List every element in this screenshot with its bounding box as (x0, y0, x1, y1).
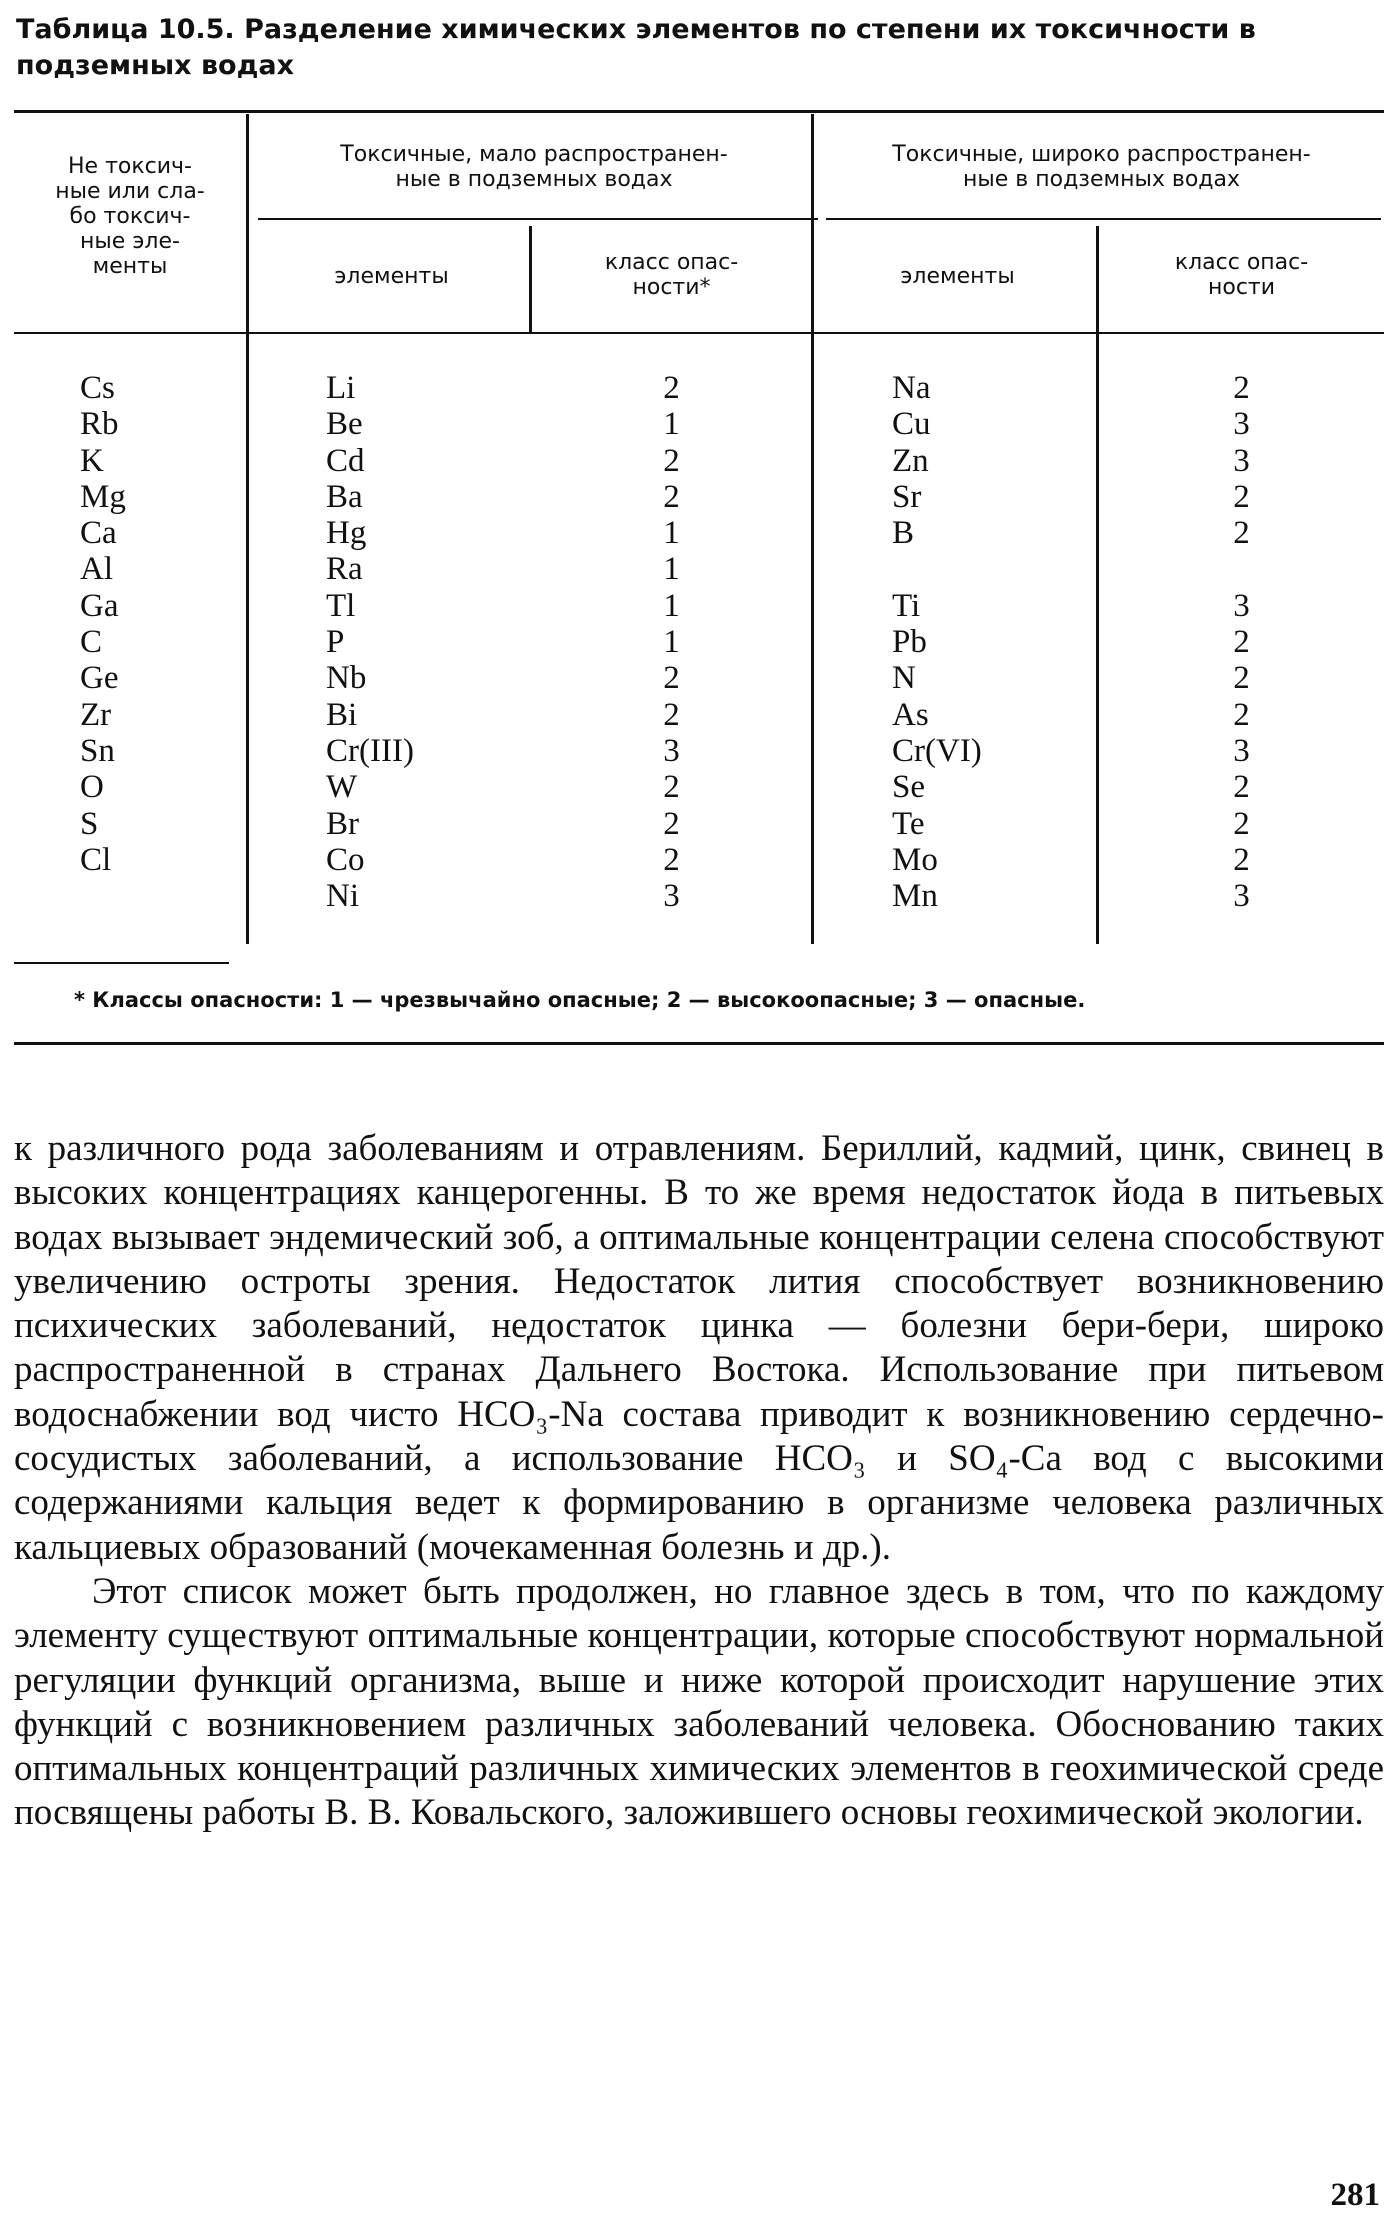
table-cell: 3 (1233, 732, 1250, 769)
table-cell: O (80, 769, 104, 806)
wide-group-underline (826, 218, 1381, 220)
table-cell: Te (892, 805, 925, 842)
table-cell: Tl (326, 587, 356, 624)
table-cell: 2 (1233, 769, 1250, 806)
table-cell: 3 (663, 732, 680, 769)
table-cell: 2 (1233, 805, 1250, 842)
table-cell: Ge (80, 660, 119, 697)
table-cell: 3 (1233, 406, 1250, 443)
table-cell: Zr (80, 696, 112, 733)
table-cell: Sr (892, 478, 922, 515)
table-cell: 2 (663, 370, 680, 406)
table-cell: 3 (663, 878, 680, 915)
table-cell: N (892, 660, 916, 697)
table-cell: 1 (663, 515, 680, 552)
table-cell: W (326, 769, 358, 806)
table-cell (892, 551, 1092, 587)
paragraph: к различного рода заболеваниям и отравлениям. Бериллий, кадмий, цинк, свинец в высоких концентрациях канцерогенны. В то же время недостаток йода в питьевых водах вызывает эндемический зоб, а оптимальные концентрации селена способствуют увеличению остроты зрения. Недостаток лития способствует возникновению психических заболеваний, недостаток цинка — болезни бери-бери, широко распространенной в странах Дальнего Востока. Использование при питьевом водоснабжении вод чисто HCO₃-Na состава приводит к возникновению сердечно-сосудистых заболеваний, а использование HCO₃ и SO₄-Ca вод с высокими содержаниями кальция ведет к формированию в организме человека различных кальциевых образований (мочекаменная болезнь и др.). (14, 1128, 1384, 1568)
table-cell: Ga (80, 587, 119, 624)
header-rare-group: Токсичные, мало распространен- ные в подземных водах (340, 142, 728, 192)
rare-elements-column (326, 370, 526, 914)
table-cell: Mn (892, 878, 938, 915)
table-cell: 2 (1233, 370, 1250, 406)
column-divider-1 (246, 114, 249, 944)
table-cell: Sn (80, 732, 115, 769)
nontoxic-elements-column (80, 370, 220, 878)
header-wide-class: класс опас- ности (1174, 250, 1309, 300)
footnote-rule (14, 962, 229, 964)
table-cell: 2 (663, 660, 680, 697)
table-cell: 2 (1233, 478, 1250, 515)
table-cell: 3 (1233, 442, 1250, 479)
table-cell: 3 (1233, 878, 1250, 915)
header-rare-class: класс опас- ности* (604, 250, 739, 300)
table-cell: Na (892, 370, 931, 406)
rare-group-underline (258, 218, 818, 220)
wide-elements-column (892, 370, 1092, 914)
table-cell: 2 (663, 805, 680, 842)
header-wide-group: Токсичные, широко распространен- ные в подземных водах (892, 142, 1311, 192)
table-cell: 2 (663, 696, 680, 733)
table-cell: Se (892, 769, 925, 806)
table-cell: Cr(VI) (892, 732, 982, 769)
table-cell: 2 (663, 478, 680, 515)
table-cell: C (80, 624, 103, 661)
table-cell: Nb (326, 660, 367, 697)
table-caption: Таблица 10.5. Разделение химических элементов по степени их токсичности в подземных водах (16, 14, 1256, 81)
table-cell: Be (326, 406, 363, 443)
table-cell: Mo (892, 841, 938, 878)
table-cell: Cd (326, 442, 365, 479)
table-cell: 1 (663, 587, 680, 624)
table-cell: Br (326, 805, 359, 842)
table-cell: 2 (663, 841, 680, 878)
table-bottom-rule (14, 1042, 1384, 1045)
header-bottom-rule (14, 332, 1384, 334)
header-nontoxic: Не токсич- ные или сла- бо токсич- ные эле- менты (55, 154, 205, 279)
table-cell: Ca (80, 515, 117, 552)
table-cell: Cu (892, 406, 931, 443)
table-cell: Cr(III) (326, 732, 414, 769)
table-cell: 2 (663, 769, 680, 806)
table-cell: Al (80, 551, 113, 588)
body-text (14, 1127, 1384, 1836)
table-cell: 1 (663, 551, 680, 588)
table-cell: 3 (1233, 587, 1250, 624)
table-cell: Ra (326, 551, 363, 588)
table-cell: 1 (663, 624, 680, 661)
table-cell: 2 (1233, 660, 1250, 697)
table-cell: Ba (326, 478, 363, 515)
table-cell: Bi (326, 696, 358, 733)
table-cell: S (80, 805, 99, 842)
table-cell: K (80, 442, 104, 479)
table-cell: Mg (80, 478, 126, 515)
table-cell: Ti (892, 587, 921, 624)
table-top-rule (14, 110, 1384, 113)
table-cell: P (326, 624, 345, 661)
header-wide-elements: элементы (900, 264, 1015, 289)
column-divider-3 (811, 114, 814, 944)
table-cell: Hg (326, 515, 367, 552)
table-cell: 2 (1233, 515, 1250, 552)
wide-classes-column (1099, 370, 1384, 914)
table-cell: Co (326, 841, 365, 878)
table-cell: Rb (80, 406, 119, 443)
table-cell: Pb (892, 624, 927, 661)
table-cell: Ni (326, 878, 359, 915)
page-number: 281 (1330, 2177, 1380, 2213)
paragraph: Этот список может быть продолжен, но главное здесь в том, что по каждому элементу существуют оптимальные концентрации, которые способствуют нормальной регуляции функций организма, выше и ниже которой происходит нарушение этих функций с возникновением различных заболеваний человека. Обоснованию таких оптимальных концентраций различных химических элементов в геохимической среде посвящены работы В. В. Ковальского, заложившего основы геохимической экологии. (14, 1570, 1384, 1834)
table-footnote: * Классы опасности: 1 — чрезвычайно опасные; 2 — высокоопасные; 3 — опасные. (74, 988, 1086, 1012)
table-cell: 1 (663, 406, 680, 443)
table-cell: B (892, 515, 915, 552)
table-cell: 2 (1233, 624, 1250, 661)
document-page (14, 12, 1384, 2212)
table-cell (1099, 551, 1384, 587)
table-cell: Cs (80, 370, 115, 406)
table-cell: 2 (1233, 696, 1250, 733)
header-rare-elements: элементы (334, 264, 449, 289)
table-cell: As (892, 696, 929, 733)
rare-classes-column (532, 370, 811, 914)
table-cell: Cl (80, 841, 112, 878)
table-cell: 2 (1233, 841, 1250, 878)
table-cell: Zn (892, 442, 929, 479)
table-cell: 2 (663, 442, 680, 479)
table-cell: Li (326, 370, 356, 406)
